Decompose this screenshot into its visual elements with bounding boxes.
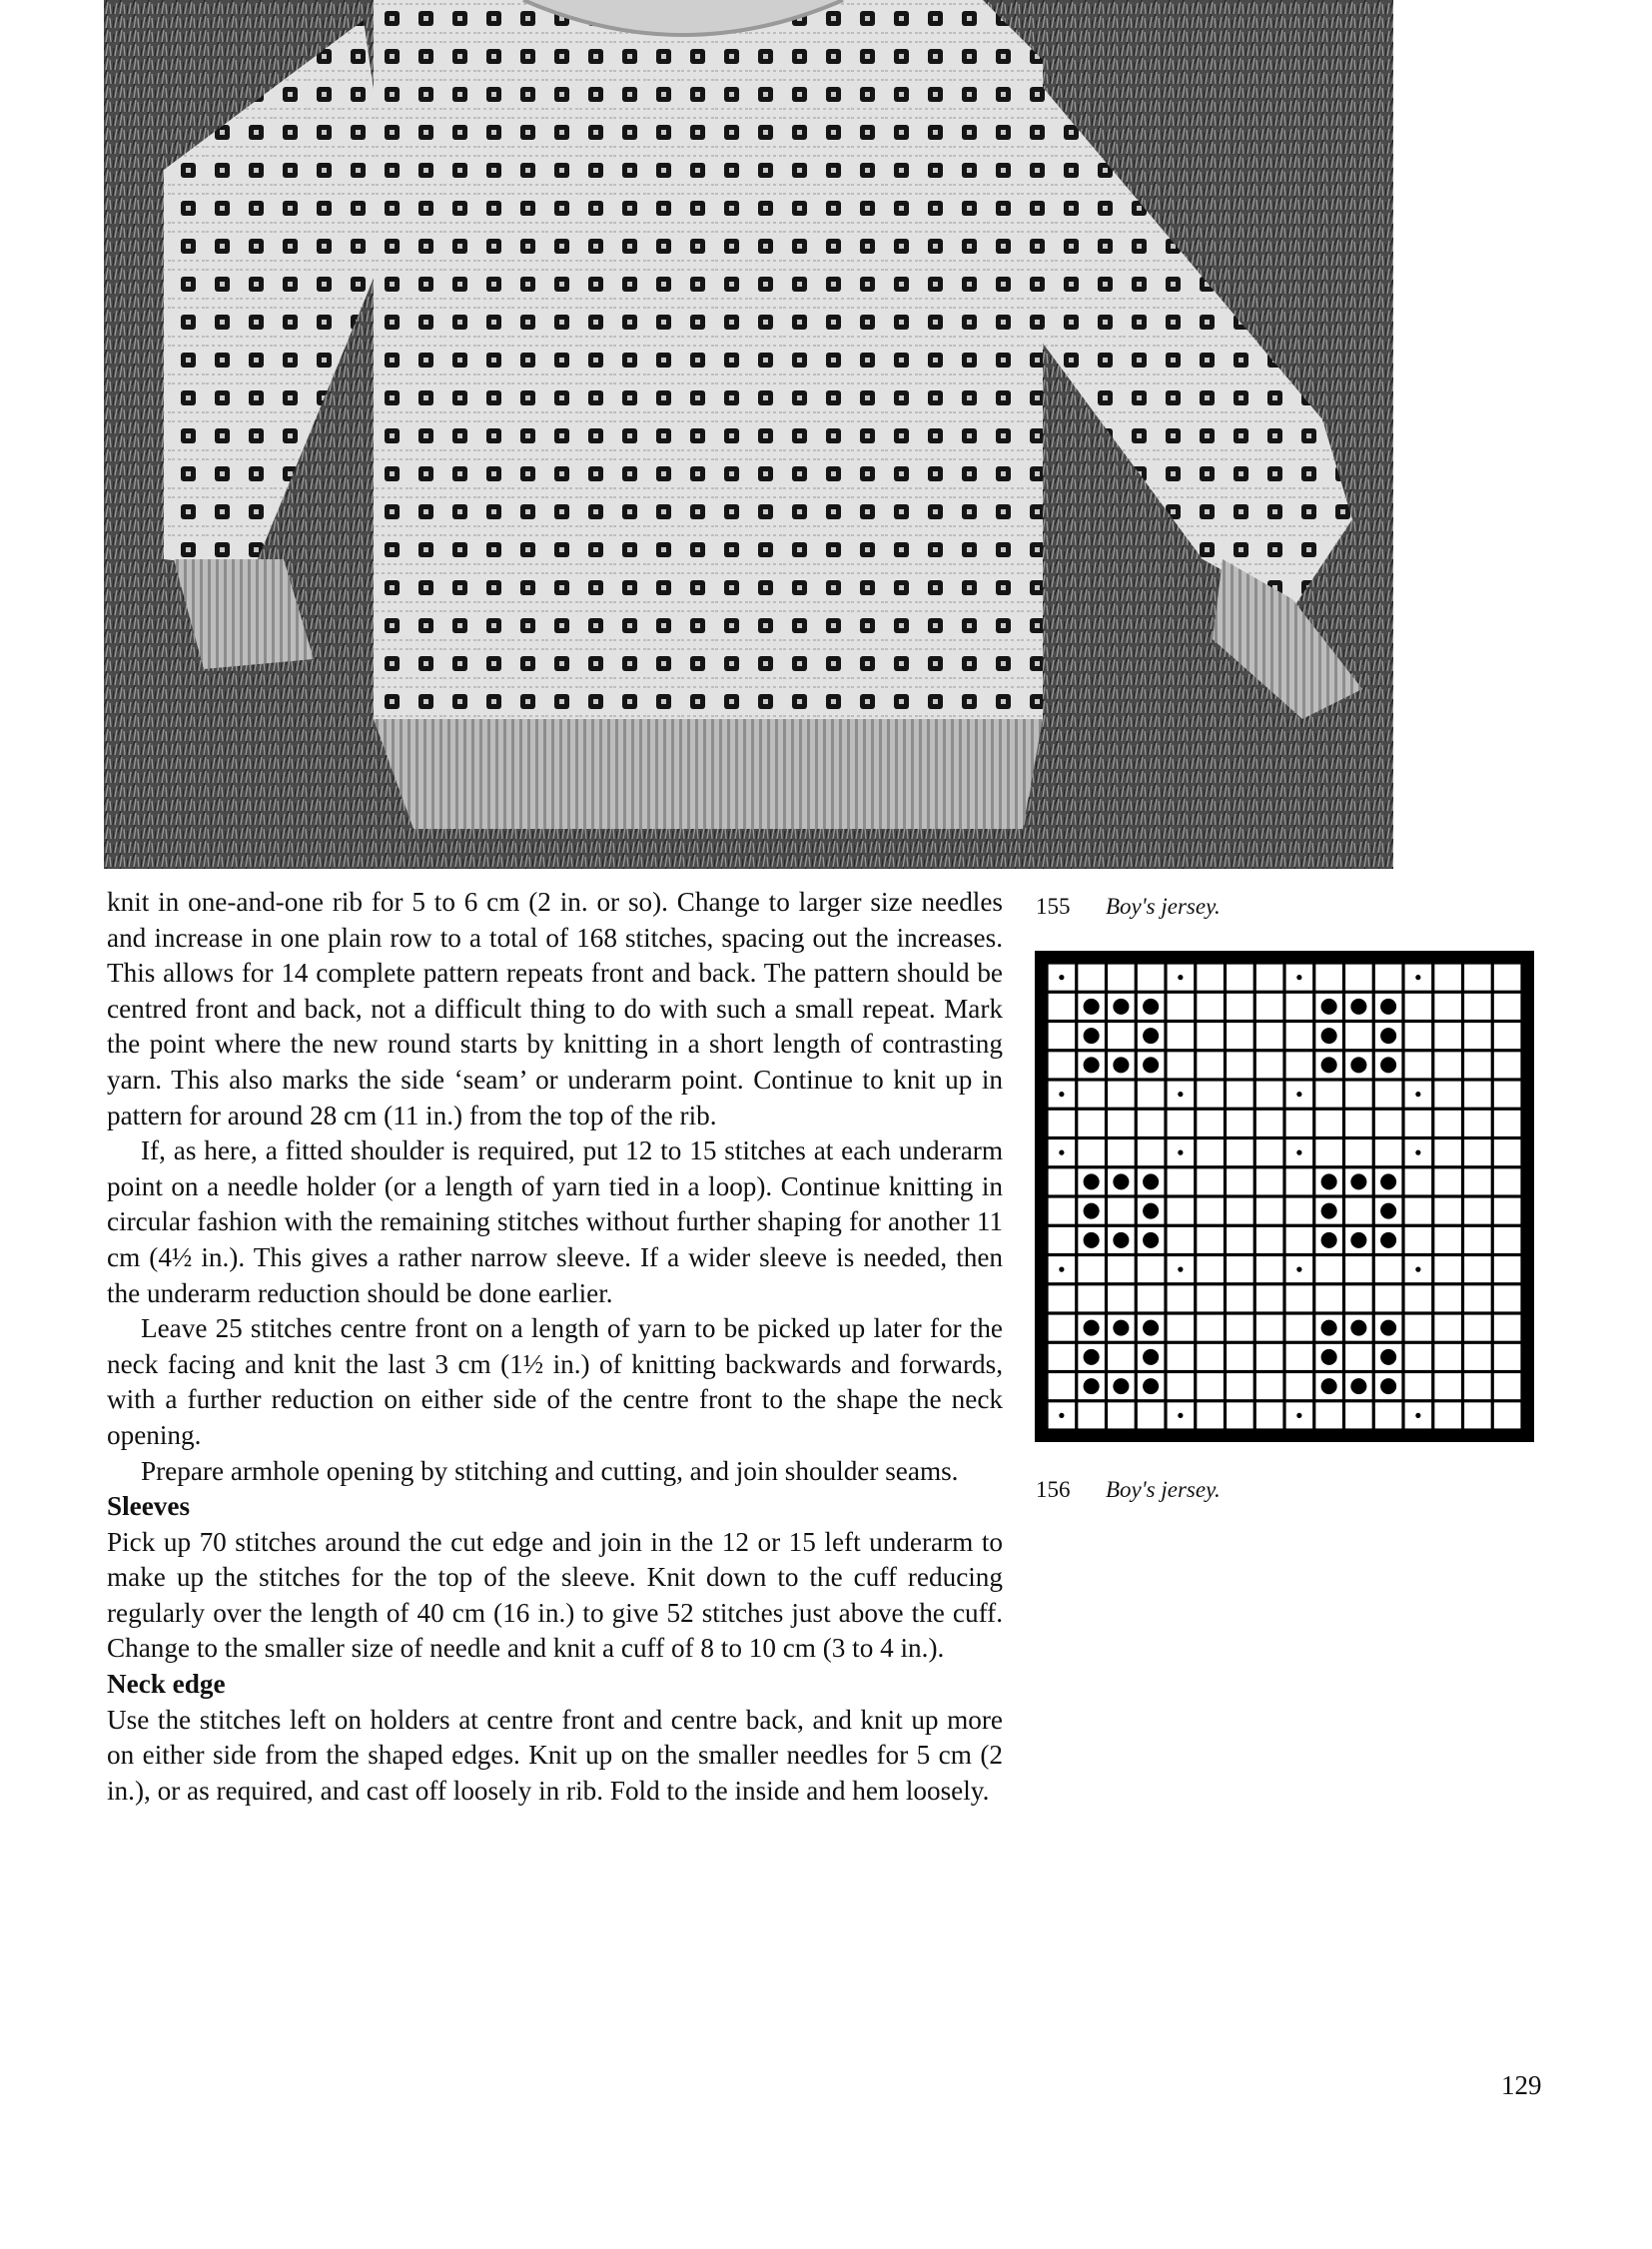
chart-cell [1464,1052,1491,1078]
chart-cell [1494,1168,1521,1194]
chart-cell [1049,1315,1076,1341]
chart-cell [1494,1373,1521,1399]
chart-cell [1345,1139,1372,1165]
chart-cell [1197,1168,1224,1194]
chart-cell [1197,1198,1224,1224]
chart-cell [1434,1285,1461,1311]
chart-cell [1464,965,1491,991]
chart-dot [1059,975,1064,980]
caption-155-number: 155 [1036,894,1071,919]
chart-cell [1345,1111,1372,1136]
chart-cell [1227,994,1253,1020]
chart-cell [1227,1052,1253,1078]
chart-cell [1256,1344,1283,1370]
chart-cell [1197,1315,1224,1341]
chart-stitch [1380,1232,1396,1248]
chart-cell [1464,994,1491,1020]
chart-cell [1286,1023,1313,1049]
chart-dot [1415,975,1420,980]
paragraph-3: Leave 25 stitches centre front on a length of yarn to be picked up later for the neck facing and knit the last 3 cm (1½ in.) of knitting backwards and forwards, with a further reduction on either side of the centre front to the shape the neck opening. [107,1313,1003,1450]
chart-stitch [1143,1028,1159,1044]
chart-cell [1464,1344,1491,1370]
chart-cell [1078,1111,1105,1136]
chart-cell [1197,1082,1224,1108]
chart-stitch [1143,999,1159,1015]
chart-cell [1405,1227,1432,1253]
chart-cell [1227,965,1253,991]
chart-cell [1405,1198,1432,1224]
chart-dot [1296,1150,1301,1155]
chart-cell [1049,1023,1076,1049]
chart-cell [1108,1402,1135,1428]
chart-cell [1464,1168,1491,1194]
chart-cell [1078,1256,1105,1282]
chart-cell [1168,1285,1195,1311]
chart-cell [1434,1402,1461,1428]
chart-stitch [1084,1349,1100,1365]
chart-cell [1197,1344,1224,1370]
chart-cell [1049,994,1076,1020]
chart-cell [1494,994,1521,1020]
chart-stitch [1380,1349,1396,1365]
chart-stitch [1084,1320,1100,1336]
chart-cell [1197,994,1224,1020]
chart-cell [1405,1285,1432,1311]
chart-cell [1227,1256,1253,1282]
chart-cell [1108,1023,1135,1049]
chart-cell [1138,1256,1165,1282]
chart-cell [1256,1139,1283,1165]
chart-cell [1168,1168,1195,1194]
chart-stitch [1321,999,1337,1015]
chart-cell [1197,1111,1224,1136]
chart-cell [1375,1285,1402,1311]
chart-cell [1078,1139,1105,1165]
chart-cell [1256,994,1283,1020]
chart-cell [1286,994,1313,1020]
chart-dot [1415,1150,1420,1155]
chart-stitch [1321,1232,1337,1248]
chart-cell [1494,1315,1521,1341]
chart-cell [1345,965,1372,991]
pattern-chart [1035,951,1534,1442]
paragraph-6: Use the stitches left on holders at centre front and centre back, and knit up more on either side from the shaped edges. Knit up on the smaller needles for 5 cm (2 in.), or as required, and cast off loosely in rib. Fold to the inside and hem loosely. [107,1704,1003,1806]
chart-cell [1494,1402,1521,1428]
chart-cell [1197,1402,1224,1428]
heading-sleeves: Sleeves [107,1491,191,1522]
chart-cell [1256,1285,1283,1311]
chart-stitch [1143,1320,1159,1336]
chart-stitch [1321,1028,1337,1044]
caption-156-text: Boy's jersey. [1106,1477,1221,1502]
chart-cell [1434,994,1461,1020]
chart-cell [1464,1082,1491,1108]
chart-cell [1227,1315,1253,1341]
chart-stitch [1084,1057,1100,1073]
chart-cell [1375,1402,1402,1428]
pattern-chart-grid [1035,951,1534,1442]
chart-cell [1049,1052,1076,1078]
chart-stitch [1084,1232,1100,1248]
chart-cell [1345,1023,1372,1049]
chart-cell [1168,1023,1195,1049]
chart-stitch [1350,1173,1366,1189]
chart-cell [1108,1344,1135,1370]
chart-cell [1434,1198,1461,1224]
chart-cell [1108,1139,1135,1165]
chart-stitch [1321,1203,1337,1219]
chart-dot [1059,1413,1064,1418]
chart-cell [1227,1082,1253,1108]
chart-cell [1138,1082,1165,1108]
chart-cell [1405,1111,1432,1136]
chart-cell [1168,1111,1195,1136]
chart-cell [1434,965,1461,991]
chart-cell [1078,965,1105,991]
chart-cell [1375,1139,1402,1165]
paragraph-4: Prepare armhole opening by stitching and cutting, and join shoulder seams. [141,1455,959,1486]
chart-dot [1415,1413,1420,1418]
chart-cell [1315,1285,1342,1311]
chart-cell [1434,1052,1461,1078]
chart-cell [1168,1052,1195,1078]
chart-cell [1405,1344,1432,1370]
chart-cell [1256,1111,1283,1136]
chart-stitch [1143,1203,1159,1219]
chart-cell [1168,994,1195,1020]
chart-cell [1197,1373,1224,1399]
chart-cell [1078,1402,1105,1428]
chart-cell [1256,965,1283,991]
chart-cell [1286,1052,1313,1078]
chart-cell [1345,1344,1372,1370]
chart-cell [1494,1256,1521,1282]
chart-cell [1108,1082,1135,1108]
chart-stitch [1143,1057,1159,1073]
chart-cell [1227,1139,1253,1165]
heading-neck-edge: Neck edge [107,1669,226,1700]
chart-dot [1296,1413,1301,1418]
chart-cell [1168,1315,1195,1341]
chart-cell [1315,1402,1342,1428]
chart-stitch [1350,1378,1366,1394]
chart-cell [1049,1344,1076,1370]
chart-cell [1375,1256,1402,1282]
chart-cell [1138,1402,1165,1428]
chart-cell [1286,1373,1313,1399]
chart-stitch [1113,1320,1129,1336]
chart-dot [1059,1092,1064,1097]
chart-cell [1315,1111,1342,1136]
chart-cell [1256,1315,1283,1341]
chart-dot [1178,1092,1183,1097]
chart-cell [1108,1111,1135,1136]
chart-dot [1059,1150,1064,1155]
chart-dot [1178,975,1183,980]
chart-cell [1197,1256,1224,1282]
jersey-photo [104,0,1393,869]
chart-cell [1168,1198,1195,1224]
chart-cell [1078,1285,1105,1311]
chart-cell [1434,1315,1461,1341]
chart-cell [1315,1082,1342,1108]
chart-cell [1464,1373,1491,1399]
chart-cell [1256,1402,1283,1428]
chart-cell [1168,1344,1195,1370]
chart-cell [1256,1198,1283,1224]
chart-stitch [1084,1203,1100,1219]
chart-stitch [1143,1232,1159,1248]
chart-cell [1315,1256,1342,1282]
chart-cell [1464,1315,1491,1341]
chart-cell [1286,1198,1313,1224]
chart-cell [1434,1111,1461,1136]
chart-cell [1256,1168,1283,1194]
chart-stitch [1380,999,1396,1015]
jersey-photo-drawing [104,0,1393,869]
chart-cell [1434,1168,1461,1194]
chart-cell [1256,1373,1283,1399]
chart-dot [1415,1267,1420,1272]
chart-dot [1296,1267,1301,1272]
chart-cell [1345,1082,1372,1108]
chart-cell [1464,1198,1491,1224]
chart-cell [1434,1139,1461,1165]
chart-cell [1434,1373,1461,1399]
chart-stitch [1143,1173,1159,1189]
chart-cell [1168,1373,1195,1399]
chart-cell [1138,1285,1165,1311]
caption-156 [1036,1476,1221,1504]
chart-stitch [1350,1057,1366,1073]
chart-cell [1405,1168,1432,1194]
chart-cell [1227,1111,1253,1136]
chart-stitch [1321,1349,1337,1365]
chart-cell [1286,1315,1313,1341]
paragraph-5: Pick up 70 stitches around the cut edge and join in the 12 or 15 left underarm to make up the stitches for the top of the sleeve. Knit down to the cuff reducing regularly over the length of 40 cm (16 in.) to give 52 stitches just above the cuff. Change to the smaller size of needle and knit a cuff of 8 to 10 cm (3 to 4 in.). [107,1526,1003,1664]
chart-stitch [1380,1028,1396,1044]
chart-cell [1464,1023,1491,1049]
chart-cell [1108,965,1135,991]
chart-cell [1405,1052,1432,1078]
chart-cell [1286,1111,1313,1136]
chart-stitch [1113,999,1129,1015]
chart-cell [1078,1082,1105,1108]
chart-cell [1108,1256,1135,1282]
chart-stitch [1321,1320,1337,1336]
chart-cell [1049,1373,1076,1399]
chart-dot [1415,1092,1420,1097]
chart-dot [1059,1267,1064,1272]
paragraph-2: If, as here, a fitted shoulder is required, put 12 to 15 stitches at each underarm point on a needle holder (or a length of yarn tied in a loop). Continue knitting in circular fashion with the remaining stitches without further shaping for another 11 cm (4½ in.). This gives a rather narrow sleeve. If a wider sleeve is needed, then the underarm reduction should be done earlier. [107,1135,1003,1308]
chart-cell [1405,1315,1432,1341]
chart-cell [1375,1111,1402,1136]
chart-cell [1494,1198,1521,1224]
chart-stitch [1084,999,1100,1015]
chart-cell [1168,1227,1195,1253]
chart-stitch [1350,1320,1366,1336]
chart-stitch [1084,1378,1100,1394]
chart-cell [1434,1227,1461,1253]
chart-cell [1049,1227,1076,1253]
chart-stitch [1113,1173,1129,1189]
chart-cell [1494,965,1521,991]
chart-cell [1494,1111,1521,1136]
chart-cell [1227,1344,1253,1370]
chart-cell [1256,1023,1283,1049]
chart-stitch [1113,1232,1129,1248]
caption-155-text: Boy's jersey. [1106,894,1221,919]
chart-cell [1375,1082,1402,1108]
chart-cell [1227,1285,1253,1311]
chart-stitch [1084,1028,1100,1044]
chart-cell [1464,1256,1491,1282]
chart-cell [1197,1227,1224,1253]
chart-cell [1256,1256,1283,1282]
chart-cell [1464,1285,1491,1311]
chart-stitch [1113,1378,1129,1394]
chart-stitch [1143,1349,1159,1365]
chart-cell [1049,1111,1076,1136]
chart-cell [1464,1139,1491,1165]
chart-cell [1494,1344,1521,1370]
chart-dot [1178,1413,1183,1418]
chart-cell [1197,1052,1224,1078]
chart-stitch [1321,1057,1337,1073]
chart-cell [1256,1227,1283,1253]
chart-cell [1227,1168,1253,1194]
chart-cell [1286,1168,1313,1194]
chart-stitch [1380,1173,1396,1189]
chart-cell [1227,1402,1253,1428]
chart-stitch [1380,1378,1396,1394]
chart-cell [1345,1285,1372,1311]
chart-cell [1494,1227,1521,1253]
chart-cell [1464,1111,1491,1136]
chart-cell [1405,1023,1432,1049]
chart-dot [1296,1092,1301,1097]
chart-cell [1464,1402,1491,1428]
chart-dot [1178,1267,1183,1272]
chart-stitch [1321,1173,1337,1189]
chart-dot [1296,975,1301,980]
chart-cell [1138,1139,1165,1165]
chart-cell [1227,1023,1253,1049]
chart-cell [1138,965,1165,991]
chart-stitch [1380,1057,1396,1073]
chart-cell [1434,1256,1461,1282]
chart-cell [1434,1344,1461,1370]
chart-stitch [1084,1173,1100,1189]
chart-cell [1345,1402,1372,1428]
chart-cell [1108,1285,1135,1311]
chart-cell [1345,1256,1372,1282]
chart-cell [1197,965,1224,991]
chart-cell [1375,965,1402,991]
chart-cell [1227,1198,1253,1224]
chart-cell [1405,1373,1432,1399]
chart-cell [1049,1198,1076,1224]
caption-155 [1036,893,1221,921]
chart-stitch [1380,1320,1396,1336]
chart-cell [1494,1023,1521,1049]
body-text [107,885,1003,1809]
chart-cell [1315,965,1342,991]
chart-cell [1434,1082,1461,1108]
chart-stitch [1113,1057,1129,1073]
chart-cell [1315,1139,1342,1165]
chart-cell [1227,1373,1253,1399]
chart-cell [1197,1023,1224,1049]
chart-cell [1345,1198,1372,1224]
chart-cell [1197,1139,1224,1165]
chart-stitch [1143,1378,1159,1394]
chart-cell [1405,994,1432,1020]
chart-cell [1256,1052,1283,1078]
chart-cell [1494,1285,1521,1311]
chart-cell [1286,1227,1313,1253]
chart-stitch [1350,999,1366,1015]
chart-cell [1494,1139,1521,1165]
chart-cell [1197,1285,1224,1311]
chart-cell [1464,1227,1491,1253]
chart-cell [1227,1227,1253,1253]
page-number: 129 [1501,2070,1542,2100]
chart-cell [1434,1023,1461,1049]
chart-cell [1286,1285,1313,1311]
chart-cell [1138,1111,1165,1136]
chart-cell [1494,1082,1521,1108]
paragraph-1: knit in one-and-one rib for 5 to 6 cm (2 in. or so). Change to larger size needles and increase in one plain row to a total of 168 stitches, spacing out the increases. This allows for 14 complete pattern repeats front and back. The pattern should be centred front and back, not a difficult thing to do with such a small repeat. Mark the point where the new round starts by knitting in a short length of contrasting yarn. This also marks the side ‘seam’ or underarm point. Continue to knit up in pattern for around 28 cm (11 in.) from the top of the rib. [107,887,1003,1130]
chart-dot [1178,1150,1183,1155]
chart-cell [1256,1082,1283,1108]
chart-stitch [1380,1203,1396,1219]
chart-cell [1049,1285,1076,1311]
chart-cell [1494,1052,1521,1078]
caption-156-number: 156 [1036,1477,1071,1502]
chart-cell [1108,1198,1135,1224]
chart-stitch [1321,1378,1337,1394]
chart-stitch [1350,1232,1366,1248]
chart-cell [1049,1168,1076,1194]
chart-cell [1286,1344,1313,1370]
